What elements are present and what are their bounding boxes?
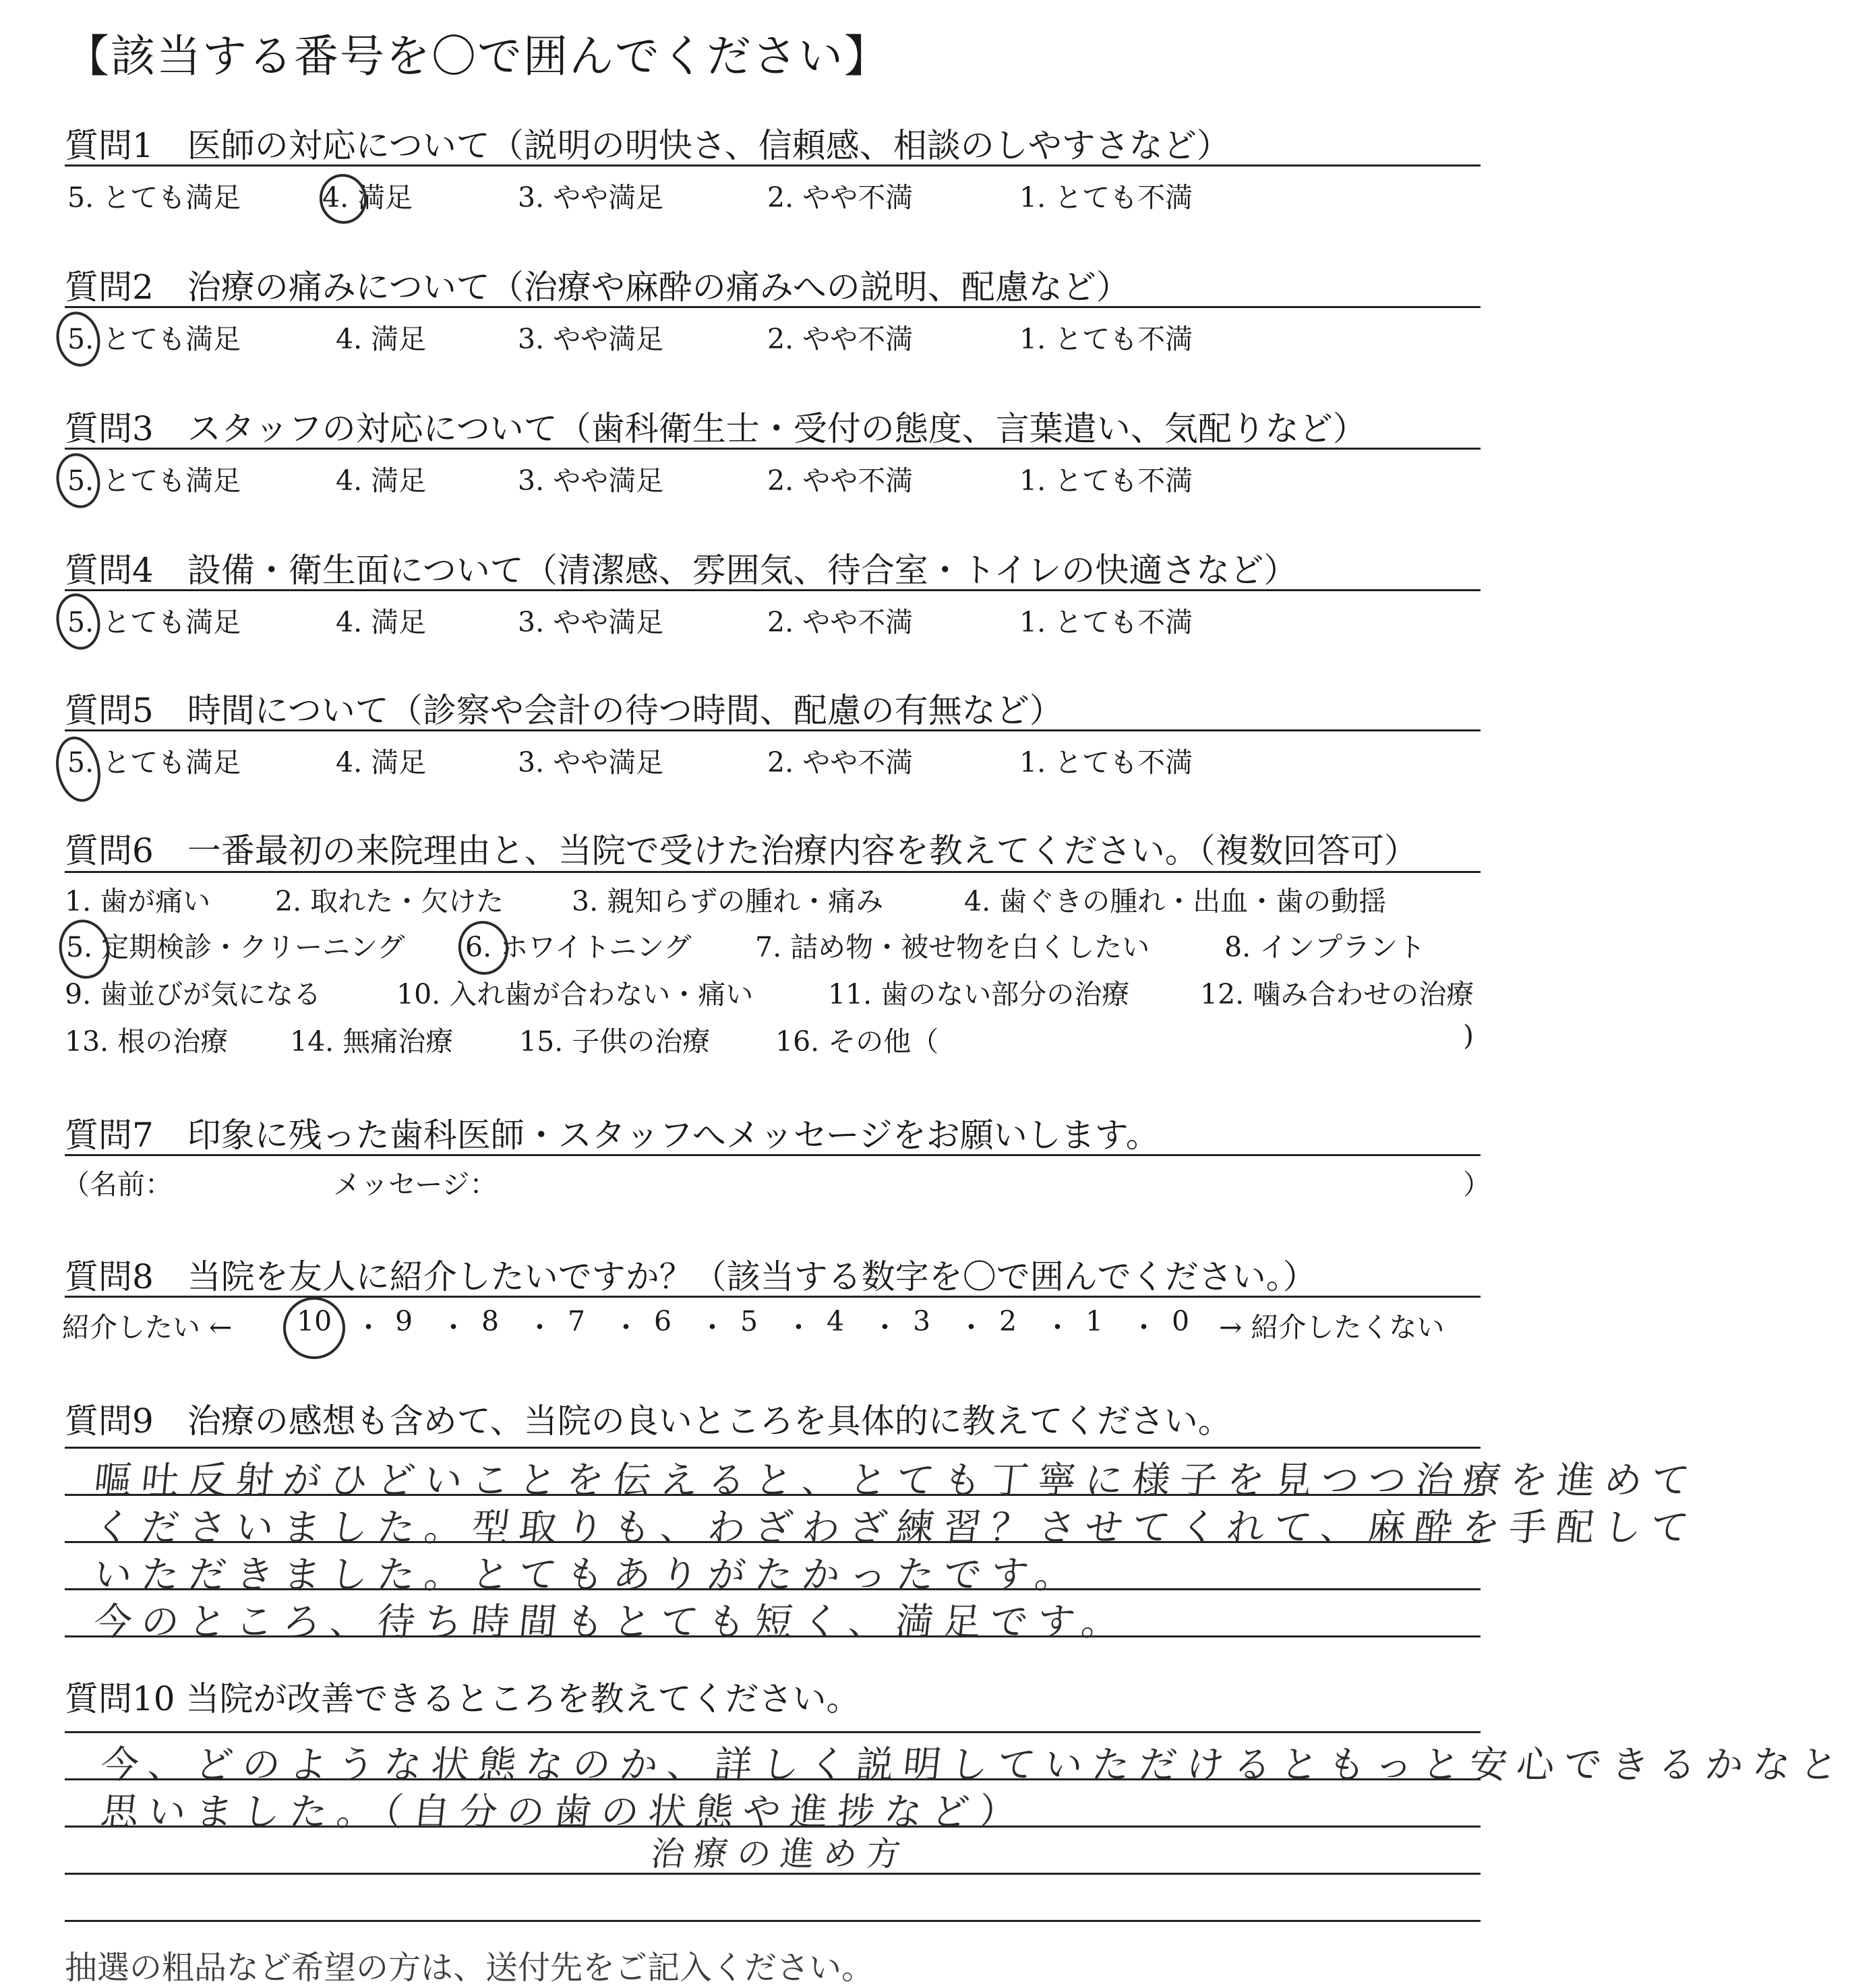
- q6-option-16[interactable]: 16. その他（: [775, 1025, 939, 1058]
- handwritten-answer-line: 今のところ、待ち時間もとても短く、満足です。: [92, 1600, 1131, 1644]
- scale-dot: ・: [785, 1311, 812, 1344]
- q5-option-5[interactable]: 5. とても満足: [67, 746, 241, 779]
- scale-10[interactable]: 10: [297, 1305, 332, 1337]
- scale-4[interactable]: 4: [827, 1305, 845, 1337]
- q1-option-2[interactable]: 2. やや不満: [767, 181, 914, 214]
- q3-option-3[interactable]: 3. やや満足: [518, 464, 664, 497]
- q5-option-4[interactable]: 4. 満足: [336, 746, 427, 779]
- scale-dot: ・: [355, 1311, 382, 1344]
- question-2-title: 質問2 治療の痛みについて（治療や麻酔の痛みへの説明、配慮など）: [65, 268, 1130, 307]
- q6-option-12[interactable]: 12. 噛み合わせの治療: [1200, 978, 1474, 1011]
- q4-option-1[interactable]: 1. とても不満: [1019, 606, 1193, 638]
- q4-option-5[interactable]: 5. とても満足: [67, 606, 241, 638]
- q6-option-13[interactable]: 13. 根の治療: [65, 1025, 229, 1058]
- scale-dot: ・: [1044, 1311, 1071, 1344]
- question-3-title: 質問3 スタッフの対応について（歯科衛生士・受付の態度、言葉遣い、気配りなど）: [65, 409, 1367, 448]
- selection-circle: [51, 589, 105, 653]
- q2-option-3[interactable]: 3. やや満足: [518, 323, 664, 355]
- q2-option-1[interactable]: 1. とても不満: [1019, 323, 1193, 355]
- q3-option-4[interactable]: 4. 満足: [336, 464, 427, 497]
- question-9-title: 質問9 治療の感想も含めて、当院の良いところを具体的に教えてください。: [65, 1402, 1232, 1441]
- question-8-title: 質問8 当院を友人に紹介したいですか？（該当する数字を〇で囲んでください。）: [65, 1257, 1317, 1296]
- recommend-left-label: 紹介したい ←: [62, 1311, 233, 1344]
- recommend-right-label: → 紹介したくない: [1219, 1311, 1445, 1344]
- q5-option-3[interactable]: 3. やや満足: [518, 746, 664, 779]
- question-1-title: 質問1 医師の対応について（説明の明快さ、信頼感、相談のしやすさなど）: [65, 126, 1230, 165]
- q1-option-1[interactable]: 1. とても不満: [1019, 181, 1193, 214]
- divider: [65, 1296, 1481, 1298]
- q1-option-3[interactable]: 3. やや満足: [518, 181, 664, 214]
- handwritten-answer-line: 嘔吐反射がひどいことを伝えると、とても丁寧に様子を見つつ治療を進めて: [92, 1459, 1701, 1503]
- q3-option-5[interactable]: 5. とても満足: [67, 464, 241, 497]
- scale-8[interactable]: 8: [481, 1305, 500, 1337]
- handwritten-answer-line: 今、どのような状態なのか、詳しく説明していただけるともっと安心できるかなと: [98, 1743, 1849, 1787]
- name-label: （名前：: [62, 1168, 173, 1201]
- scale-5[interactable]: 5: [740, 1305, 758, 1337]
- divider: [65, 306, 1481, 308]
- q6-option-1[interactable]: 1. 歯が痛い: [65, 885, 211, 917]
- question-7-title: 質問7 印象に残った歯科医師・スタッフへメッセージをお願いします。: [65, 1116, 1160, 1155]
- scale-0[interactable]: 0: [1172, 1305, 1190, 1337]
- writing-line: [65, 1447, 1481, 1449]
- q6-option-9[interactable]: 9. 歯並びが気になる: [65, 978, 322, 1011]
- handwritten-answer-line: 治療の進め方: [649, 1834, 912, 1873]
- divider: [65, 164, 1481, 167]
- scale-7[interactable]: 7: [568, 1305, 586, 1337]
- handwritten-answer-line: 思いました。（自分の歯の状態や進捗など）: [98, 1790, 1028, 1834]
- scale-dot: ・: [957, 1311, 985, 1344]
- scale-9[interactable]: 9: [395, 1305, 413, 1337]
- scale-1[interactable]: 1: [1085, 1305, 1104, 1337]
- divider: [65, 589, 1481, 591]
- q6-option-7[interactable]: 7. 詰め物・被せ物を白くしたい: [755, 931, 1150, 963]
- scale-dot: ・: [526, 1311, 554, 1344]
- divider: [65, 871, 1481, 873]
- selection-circle: [277, 1291, 351, 1364]
- divider: [65, 448, 1481, 450]
- form-header: 【該当する番号を〇で囲んでください】: [65, 30, 890, 82]
- q6-option-6[interactable]: 6. ホワイトニング: [465, 931, 692, 963]
- scale-dot: ・: [871, 1311, 899, 1344]
- scale-6[interactable]: 6: [654, 1305, 672, 1337]
- q6-option-3[interactable]: 3. 親知らずの腫れ・痛み: [572, 885, 884, 917]
- question-6-title: 質問6 一番最初の来院理由と、当院で受けた治療内容を教えてください。（複数回答可）: [65, 831, 1418, 870]
- scale-3[interactable]: 3: [913, 1305, 931, 1337]
- q1-option-5[interactable]: 5. とても満足: [67, 181, 241, 214]
- q6-option-5[interactable]: 5. 定期検診・クリーニング: [66, 931, 405, 963]
- close-paren: ）: [1463, 1168, 1491, 1201]
- q6-option-15[interactable]: 15. 子供の治療: [519, 1025, 711, 1058]
- scale-dot: ・: [612, 1311, 640, 1344]
- question-10-title: 質問10 当院が改善できるところを教えてください。: [65, 1679, 860, 1718]
- q5-option-1[interactable]: 1. とても不満: [1019, 746, 1193, 779]
- q6-option-14[interactable]: 14. 無痛治療: [290, 1025, 454, 1058]
- q3-option-1[interactable]: 1. とても不満: [1019, 464, 1193, 497]
- q6-option-10[interactable]: 10. 入れ歯が合わない・痛い: [396, 978, 754, 1011]
- q6-option-8[interactable]: 8. インプラント: [1224, 931, 1426, 963]
- q2-option-4[interactable]: 4. 満足: [336, 323, 427, 355]
- question-4-title: 質問4 設備・衛生面について（清潔感、雰囲気、待合室・トイレの快適さなど）: [65, 551, 1298, 590]
- writing-line: [65, 1731, 1481, 1733]
- scale-dot: ・: [698, 1311, 726, 1344]
- divider: [65, 1154, 1481, 1156]
- q3-option-2[interactable]: 2. やや不満: [767, 464, 914, 497]
- q6-option-2[interactable]: 2. 取れた・欠けた: [275, 885, 504, 917]
- q4-option-3[interactable]: 3. やや満足: [518, 606, 664, 638]
- q6-option-11[interactable]: 11. 歯のない部分の治療: [828, 978, 1130, 1011]
- q5-option-2[interactable]: 2. やや不満: [767, 746, 914, 779]
- writing-line: [65, 1920, 1481, 1922]
- question-5-title: 質問5 時間について（診察や会計の待つ時間、配慮の有無など）: [65, 691, 1063, 730]
- q4-option-2[interactable]: 2. やや不満: [767, 606, 914, 638]
- footer-note: 抽選の粗品など希望の方は、送付先をご記入ください。: [65, 1949, 874, 1987]
- q2-option-2[interactable]: 2. やや不満: [767, 323, 914, 355]
- q2-option-5[interactable]: 5. とても満足: [67, 323, 241, 355]
- scale-dot: ・: [1130, 1311, 1158, 1344]
- message-label: メッセージ：: [333, 1168, 498, 1201]
- q6-option-16-close: ): [1463, 1019, 1474, 1052]
- q1-option-4[interactable]: 4. 満足: [322, 181, 413, 214]
- divider: [65, 729, 1481, 731]
- scale-2[interactable]: 2: [999, 1305, 1017, 1337]
- q4-option-4[interactable]: 4. 満足: [336, 606, 427, 638]
- handwritten-answer-line: くださいました。型取りも、わざわざ練習？させてくれて、麻酔を手配して: [92, 1506, 1700, 1550]
- q6-option-4[interactable]: 4. 歯ぐきの腫れ・出血・歯の動揺: [964, 885, 1387, 917]
- scale-dot: ・: [440, 1311, 467, 1344]
- handwritten-answer-line: いただきました。とてもありがたかったです。: [92, 1553, 1085, 1597]
